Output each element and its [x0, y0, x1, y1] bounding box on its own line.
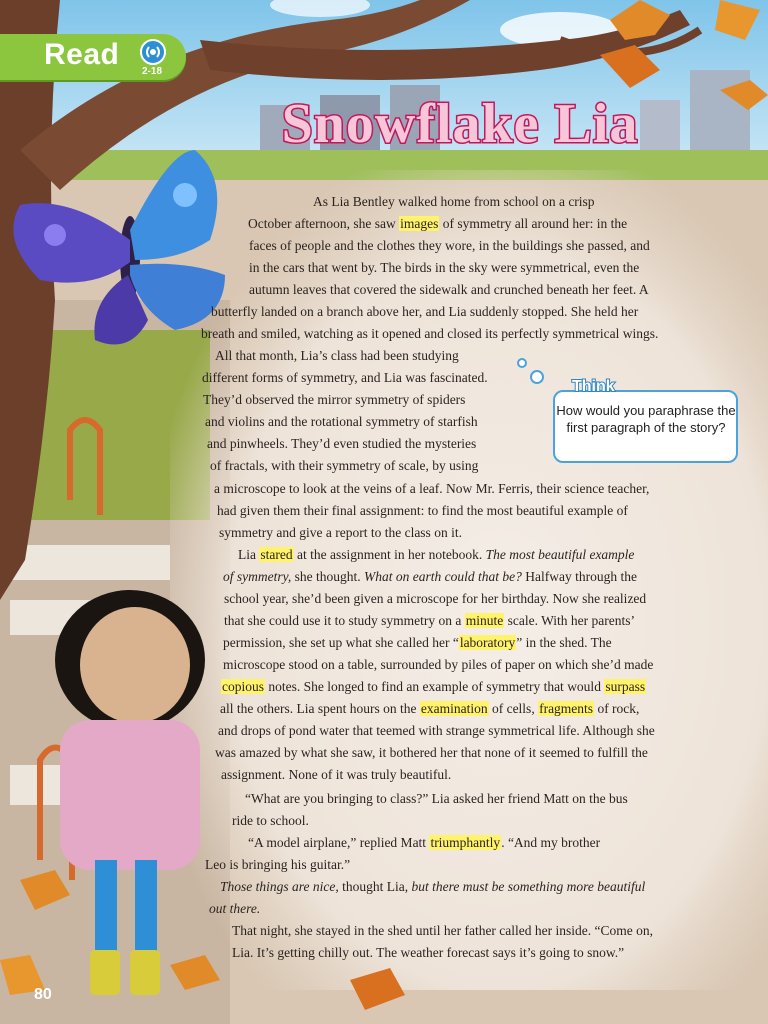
story-line: “A model airplane,” replied Matt triumphantly. “And my brother	[248, 835, 601, 850]
story-line: of fractals, with their symmetry of scale, by using	[210, 458, 479, 473]
story-line: copious notes. She longed to find an example of symmetry that would surpass	[222, 679, 646, 694]
story-line: and drops of pond water that teemed with strange symmetrical life. Although she	[218, 723, 655, 738]
story-line: that she could use it to study symmetry on a minute scale. With her parents’	[224, 613, 636, 628]
audio-track-number: 2-18	[142, 66, 163, 77]
thought-bubble-dot	[517, 358, 527, 368]
story-line: in the cars that went by. The birds in the sky were symmetrical, even the	[249, 260, 640, 275]
story-line: They’d observed the mirror symmetry of spiders	[203, 392, 466, 407]
story-line: All that month, Lia’s class had been studying	[215, 348, 459, 363]
story-line: faces of people and the clothes they wore, in the buildings she passed, and	[249, 238, 650, 253]
story-line: of symmetry, she thought. What on earth could that be? Halfway through the	[223, 569, 637, 584]
vocab-highlight[interactable]: triumphantly	[430, 835, 501, 850]
story-line: symmetry and give a report to the class on it.	[219, 525, 462, 540]
story-line: and pinwheels. They’d even studied the mysteries	[207, 436, 477, 451]
story-line: out there.	[209, 901, 261, 916]
vocab-highlight[interactable]: laboratory	[459, 635, 516, 650]
vocab-highlight[interactable]: minute	[465, 613, 504, 628]
thought-bubble-dot	[530, 370, 544, 384]
story-line: school year, she’d been given a microscope for her birthday. Now she realized	[224, 591, 647, 606]
story-line: different forms of symmetry, and Lia was fascinated.	[202, 370, 488, 385]
story-line: Lia. It’s getting chilly out. The weather forecast says it’s going to snow.”	[232, 945, 625, 960]
story-line: As Lia Bentley walked home from school on a crisp	[313, 194, 595, 209]
story-line: Lia stared at the assignment in her notebook. The most beautiful example	[238, 547, 635, 562]
vocab-highlight[interactable]: fragments	[539, 701, 594, 716]
vocab-highlight[interactable]: surpass	[605, 679, 646, 694]
story-line: October afternoon, she saw images of symmetry all around her: in the	[248, 216, 628, 231]
story-line: had given them their final assignment: to find the most beautiful example of	[217, 503, 628, 518]
story-line: “What are you bringing to class?” Lia asked her friend Matt on the bus	[245, 791, 628, 806]
story-title: Snowflake Lia	[281, 93, 639, 155]
story-line: assignment. None of it was truly beautiful.	[221, 767, 452, 782]
read-label: Read	[44, 38, 120, 71]
vocab-highlight[interactable]: stared	[260, 547, 293, 562]
story-line: was amazed by what she saw, it bothered her that none of it seemed to fulfill the	[215, 745, 648, 760]
story-line: microscope stood on a table, surrounded by piles of paper on which she’d made	[223, 657, 654, 672]
vocab-highlight[interactable]: copious	[222, 679, 264, 694]
story-line: a microscope to look at the veins of a leaf. Now Mr. Ferris, their science teacher,	[214, 481, 650, 496]
think-label: Think	[572, 378, 615, 395]
story-line: Those things are nice, thought Lia, but there must be something more beautiful	[220, 879, 646, 894]
story-line: permission, she set up what she called her “laboratory” in the shed. The	[223, 635, 612, 650]
think-question: How would you paraphrase the first paragraph of the story?	[556, 403, 736, 435]
vocab-highlight[interactable]: examination	[420, 701, 488, 716]
story-line: butterfly landed on a branch above her, and Lia suddenly stopped. She held her	[211, 304, 639, 319]
story-line: ride to school.	[232, 813, 309, 828]
story-line: breath and smiled, watching as it opened and closed its perfectly symmetrical wings.	[201, 326, 659, 341]
vocab-highlight[interactable]: images	[400, 216, 439, 231]
story-line: and violins and the rotational symmetry of starfish	[205, 414, 478, 429]
story-line: autumn leaves that covered the sidewalk and crunched beneath her feet. A	[249, 282, 649, 297]
page-number: 80	[34, 986, 52, 1003]
story-line: all the others. Lia spent hours on the examination of cells, fragments of rock,	[220, 701, 640, 716]
story-line: Leo is bringing his guitar.”	[205, 857, 351, 872]
audio-icon[interactable]	[140, 39, 166, 65]
story-line: That night, she stayed in the shed until her father called her inside. “Come on,	[232, 923, 654, 938]
